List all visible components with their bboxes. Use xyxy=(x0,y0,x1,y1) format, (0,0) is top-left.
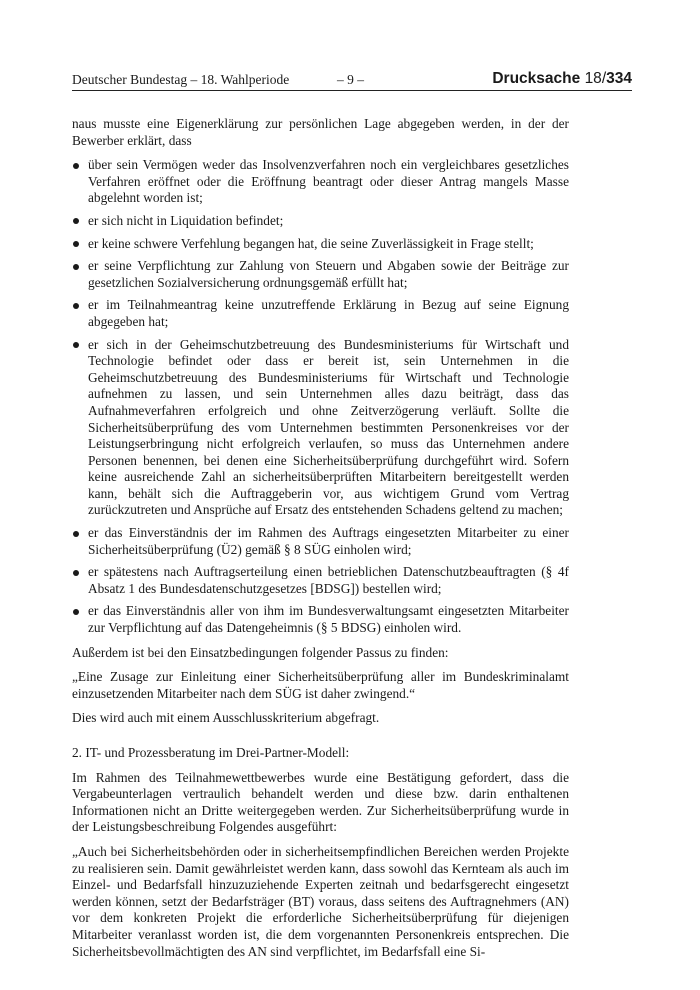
list-item: er sich nicht in Liquidation befindet; xyxy=(72,213,569,230)
declaration-list xyxy=(72,157,569,636)
ausschluss-paragraph: Dies wird auch mit einem Ausschlusskriterium abgefragt. xyxy=(72,710,380,726)
list-item: er keine schwere Verfehlung begangen hat, die seine Zuverlässigkeit in Frage stellt; xyxy=(72,236,569,253)
bka-quote: „Eine Zusage zur Einleitung einer Sicherheitsüberprüfung aller im Bundeskriminalamt einzusetzenden Mitarbeiter nach dem SÜG ist daher zwingend.“ xyxy=(72,669,569,701)
list-item: er das Einverständnis der im Rahmen des Auftrags eingesetzten Mitarbeiter zu einer Sicherheitsüberprüfung (Ü2) gemäß § 8 SÜG einholen wird; xyxy=(72,525,569,558)
document-serial: 334 xyxy=(606,70,632,87)
section-heading: 2. IT- und Prozessberatung im Drei-Partner-Modell: xyxy=(72,745,350,760)
page-number: – 9 – xyxy=(337,72,364,87)
document-number xyxy=(492,70,632,88)
document-label: Drucksache xyxy=(492,70,581,87)
list-item: er sich in der Geheimschutzbetreuung des Bundesministeriums für Wirtschaft und Technologie befindet oder dass er bereit ist, sein Unternehmen in die Geheimschutzbetreuung des Bundesministeriums für Wirtschaft und Technologie aufnehmen zu lassen, und sein Unternehmen alles dazu beiträgt, dass das Aufnahmeverfahren erfolgreich und ohne Zeitverzögerung verläuft. Sollte die Sicherheitsüberprüfung des vom Unternehmen bestimmten Personenkreises vor der Leistungserbringung nicht erfolgreich verlaufen, so muss das Unternehmen andere Personen benennen, bei denen eine Sicherheitsüberprüfung durchgeführt wird. Sofern keine ausreichende Zahl an sicherheitsüberprüften Mitarbeitern bereitgestellt werden kann, behält sich die Auftraggeberin vor, aus wichtigem Grund vom Vertrag zurückzutreten und Ansprüche auf Ersatz des entstehenden Schadens geltend zu machen; xyxy=(72,337,569,520)
document-period: 18 xyxy=(584,70,602,87)
document-separator: / xyxy=(601,70,607,87)
list-item: er im Teilnahmeantrag keine unzutreffende Erklärung in Bezug auf seine Eignung abgegeben hat; xyxy=(72,297,569,330)
intro-paragraph: naus musste eine Eigenerklärung zur persönlichen Lage abgegeben werden, in der der Bewerber erklärt, dass xyxy=(72,116,569,148)
list-item: er spätestens nach Auftragserteilung einen betrieblichen Datenschutzbeauftragten (§ 4f Absatz 1 des Bundesdatenschutzgesetzes [BDSG]) bestellen wird; xyxy=(72,564,569,597)
section-quote: „Auch bei Sicherheitsbehörden oder in sicherheitsempfindlichen Bereichen werden Projekte zu realisieren sein. Damit gewährleistet werden kann, dass sowohl das Kernteam als auch im Einzel- und Bedarfsfall hinzuzuziehende Experten zeitnah und bedarfsgerecht eingesetzt werden können, setzt der Bedarfsträger (BT) voraus, dass seitens des Auftragnehmers (AN) vor dem konkreten Projekt die erforderliche Sicherheitsüberprüfung für diejenigen Mitarbeiter veranlasst worden ist, die dem vorgenannten Personenkreis entsprechen. Die Sicherheitsbevollmächtigten des AN sind verpflichtet, im Bedarfsfall eine Si- xyxy=(72,843,569,959)
einsatz-paragraph: Außerdem ist bei den Einsatzbedingungen folgender Passus zu finden: xyxy=(72,644,449,660)
list-item: er seine Verpflichtung zur Zahlung von Steuern und Abgaben sowie der Beiträge zur gesetzlichen Sozialversicherung ordnungsgemäß erfüllt hat; xyxy=(72,258,569,291)
section-paragraph: Im Rahmen des Teilnahmewettbewerbes wurde eine Bestätigung gefordert, dass die Vergabeunterlagen vertraulich behandelt werden und diese bzw. darin enthaltenen Informationen nicht an Dritte weitergegeben werden. Zur Sicherheitsüberprüfung wurde in der Leistungsbeschreibung Folgendes ausgeführt: xyxy=(72,769,569,835)
list-item: er das Einverständnis aller von ihm im Bundesverwaltungsamt eingesetzten Mitarbeiter zur Verpflichtung auf das Datengeheimnis (§ 5 BDSG) einholen wird. xyxy=(72,603,569,636)
page-body xyxy=(72,116,569,968)
header-parliament: Deutscher Bundestag – 18. Wahlperiode xyxy=(72,72,290,87)
list-item: über sein Vermögen weder das Insolvenzverfahren noch ein vergleichbares gesetzliches Verfahren eröffnet oder die Eröffnung beantragt oder dieser Antrag mangels Masse abgelehnt worden ist; xyxy=(72,157,569,207)
page-header xyxy=(72,70,632,91)
